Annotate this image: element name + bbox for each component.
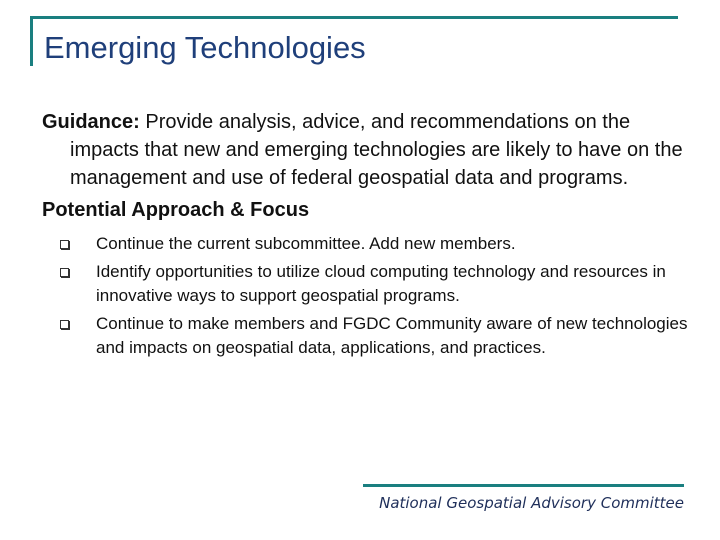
list-item — [42, 232, 692, 256]
footer-rule — [363, 484, 684, 487]
checkbox-bullet-icon — [60, 320, 69, 329]
checkbox-bullet-icon — [60, 240, 69, 249]
title-frame-top-rule — [30, 16, 678, 19]
list-item — [42, 260, 692, 308]
list-item — [42, 312, 692, 360]
guidance-label: Guidance: — [42, 111, 140, 133]
checkbox-bullet-icon — [60, 268, 69, 277]
footer-organization: National Geospatial Advisory Committee — [379, 494, 684, 512]
list-item-text: Continue the current subcommittee. Add new members. — [96, 234, 516, 253]
slide-body — [42, 108, 692, 364]
guidance-text: Provide analysis, advice, and recommendations on the impacts that new and emerging technologies are likely to have on the management and use of federal geospatial data and programs. — [70, 111, 683, 189]
list-item-text: Identify opportunities to utilize cloud computing technology and resources in innovative ways to support geospatial programs. — [96, 262, 666, 305]
guidance-paragraph — [42, 108, 692, 192]
approach-list — [42, 232, 692, 360]
slide-title: Emerging Technologies — [44, 30, 366, 65]
title-frame-left-rule — [30, 16, 33, 66]
approach-heading: Potential Approach & Focus — [42, 199, 310, 221]
list-item-text: Continue to make members and FGDC Community aware of new technologies and impacts on geospatial data, applications, and practices. — [96, 314, 688, 357]
